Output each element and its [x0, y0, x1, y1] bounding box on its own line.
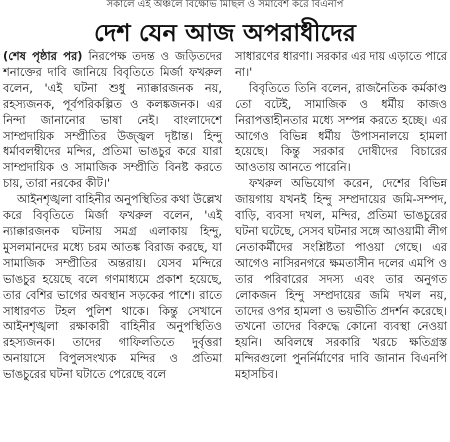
headline: দেশ যেন আজ অপরাধীদের [94, 19, 356, 47]
paragraph: বিবৃতিতে তিনি বলেন, রাজনৈতিক কর্মকাণ্ড তো বটেই, সামাজিক ও ধর্মীয় কাজও নিরাপত্তাহীনতার মধ্যে সম্পন্ন করতে হচ্ছে। এর আগেও বিভিন্ন ধর্মীয় উপাসনালয়ে হামলা হয়েছে। কিন্তু সরকার দোষীদের বিচারের আওতায় আনতে পারেনি। [235, 80, 447, 175]
paragraph: আইনশৃঙ্খলা বাহিনীর অনুপস্থিতির কথা উল্লেখ করে বিবৃতিতে মির্জা ফখরুল বলেন, 'এই ন্যাক্কারজনক ঘটনায় সমগ্র এলাকায় হিন্দু, মুসলমানদের মধ্যে চরম আতঙ্ক বিরাজ করছে, যা সামাজিক সম্প্রীতির অন্তরায়। যেসব মন্দিরে ভাঙচুর হয়েছে বলে গণমাধ্যমে প্রকাশ হয়েছে, তার বেশির ভাগের অবস্থান সড়কের পাশে। রাতে সাধারণত টহল পুলিশ থাকে। কিন্তু সেখানে আইনশৃঙ্খলা রক্ষাকারী বাহিনীর অনুপস্থিতিও রহস্যজনক। তাদের গাফিলতিতে দুর্বৃত্তরা অনায়াসে বিপুলসংখ্যক মন্দির ও প্রতিমা ভাঙচুরের ঘটনা ঘটাতে পেরেছে বলে [3, 192, 222, 382]
paragraph: ফখরুল অভিযোগ করেন, দেশের বিভিন্ন জায়গায় যখনই হিন্দু সম্প্রদায়ের জমি-সম্পদ, বাড়ি, ব্যবসা দখল, মন্দির, প্রতিমা ভাঙচুরের ঘটনা ঘটেছে, সেসব ঘটনার সঙ্গে আওয়ামী লীগ নেতাকর্মীদের সংশ্লিষ্টতা পাওয়া গেছে। এর আগেও নাসিরনগরে ক্ষমতাসীন দলের এমপি ও তার পরিবারের সদস্য এবং তার অনুগত লোকজন হিন্দু সম্প্রদায়ের জমি দখল নয়, তাদের ওপর হামলা ও ভয়ভীতি প্রদর্শন করেছে। তখনো তাদের বিরুদ্ধে কোনো ব্যবস্থা নেওয়া হয়নি। অবিলম্বে সরকারি খরচে ক্ষতিগ্রস্ত মন্দিরগুলো পুনর্নির্মাণের দাবি জানান বিএনপি মহাসচিব। [235, 176, 447, 382]
article-column-left [3, 49, 222, 383]
article-column-right [235, 49, 447, 383]
paragraph [3, 49, 222, 192]
paragraph: সাধারণের ধারণা। সরকার এর দায় এড়াতে পারে না।' [235, 49, 447, 79]
paragraph-text: নিরপেক্ষ তদন্ত ও জড়িতদের শনাক্তের দাবি জানিয়ে বিবৃতিতে মির্জা ফখরুল বলেন, 'এই ঘটনা শুধু ন্যাক্কারজনক নয়, রহস্যজনক, পূর্বপরিকল্পিত ও কলঙ্কজনক। এর নিন্দা জানানোর ভাষা নেই। বাংলাদেশে সাম্প্রদায়িক সম্প্রীতির উজ্জ্বল দৃষ্টান্ত। হিন্দু ধর্মাবলম্বীদের মন্দির, প্রতিমা ভাঙচুর করে যারা সাম্প্রদায়িক ও সামাজিক সম্প্রীতি বিনষ্ট করতে চায়, তারা নরকের কীট।' [3, 49, 222, 191]
previous-article-strip: সকালে এই অঞ্চলে বিক্ষোভ মিছিল ও সমাবেশ করে বিএনপি [106, 0, 344, 9]
continuation-label: (শেষ পৃষ্ঠার পর) [3, 49, 83, 63]
